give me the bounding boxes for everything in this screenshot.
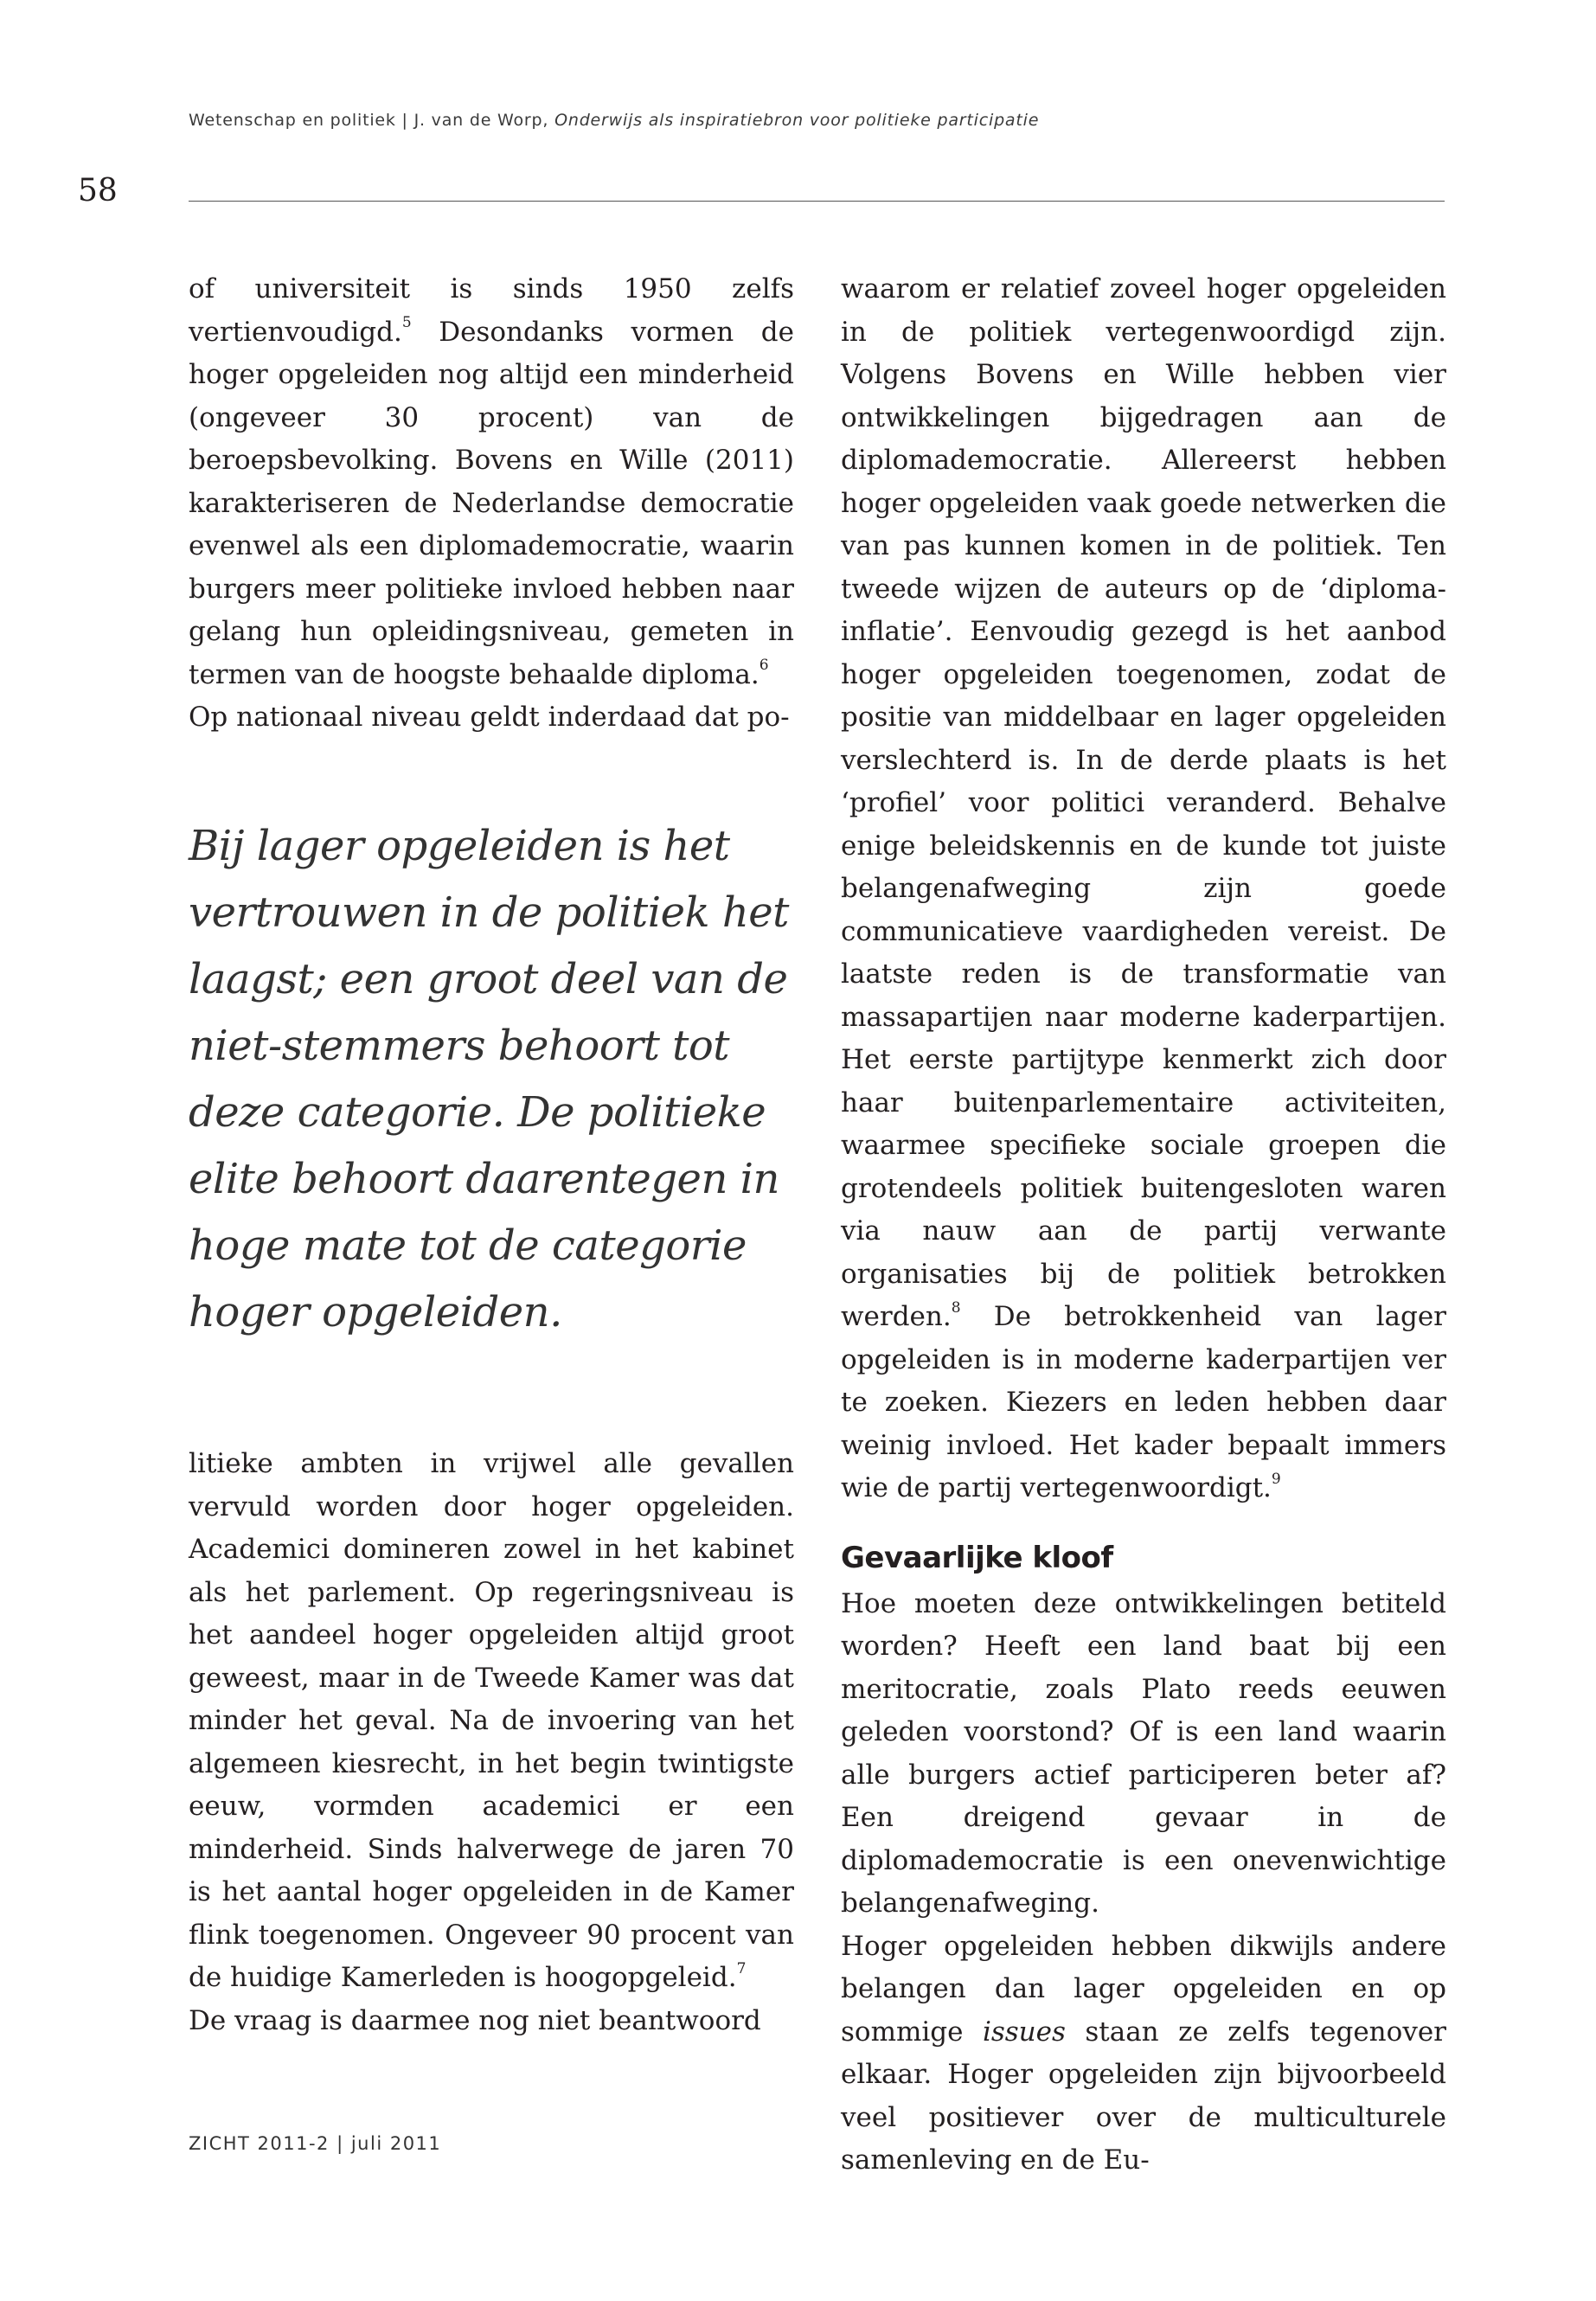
paragraph: Op nationaal niveau geldt inderdaad dat po- [189,702,790,733]
footnote-ref: 9 [1271,1470,1281,1488]
left-column-bottom [189,1443,794,2042]
section-heading: Gevaarlijke kloof [841,1540,1113,1575]
running-head-title: Onderwijs als inspiratiebron voor politieke participatie [554,111,1040,130]
footnote-ref: 8 [951,1298,961,1317]
running-head [189,111,1039,130]
footnote-ref: 6 [759,657,769,675]
footnote-ref: 7 [736,1959,747,1977]
running-head-prefix: Wetenschap en politiek | J. van de Worp, [189,111,555,130]
paragraph: litieke ambten in vrijwel alle gevallen vervuld worden door hoger opgeleiden. Academici domineren zowel in het kabinet als het parlement. Op regeringsniveau is het aandeel hoger opgeleiden altijd groot geweest, maar in de Tweede Kamer was dat minder het geval. Na de invoering van het algemeen kiesrecht, in het begin twintigste eeuw, vormden academici er een minderheid. Sinds halverwege de jaren 70 is het aantal hoger opgeleiden in de Kamer flink toegenomen. Ongeveer 90 procent van de huidige Kamerleden is hoogopgeleid.$^7$ [189,1448,794,1993]
footer: ZICHT 2011-2 | juli 2011 [189,2133,442,2154]
pull-quote: Bij lager opgeleiden is het vertrouwen in de politiek het laagst; een groot deel van de niet-stemmers behoort tot deze categorie. De politieke elite behoort daarentegen in hoge mate tot de categorie hoger opgeleiden. [189,822,789,1336]
left-column-top [189,268,794,740]
paragraph: of universiteit is sinds 1950 zelfs vertienvoudigd.$^5$ Desondanks vormen de hoger opgeleiden nog altijd een minderheid (ongeveer 30 procent) van de beroepsbevolking. Bovens en Wille (2011) karakteriseren de Nederlandse democratie evenwel als een diplomademocratie, waarin burgers meer politieke invloed hebben naar gelang hun opleidingsniveau, gemeten in termen van de hoogste behaalde diploma.$^6$ [189,273,794,690]
paragraph: Hoe moeten deze ontwikkelingen betiteld worden? Heeft een land baat bij een meritocratie, zoals Plato reeds eeuwen geleden voorstond? Of is een land waarin alle burgers actief participeren beter af? Een dreigend gevaar in de diplomademocratie is een onevenwichtige belangenafweging. [841,1587,1446,1919]
paragraph: Hoger opgeleiden hebben dikwijls andere belangen dan lager opgeleiden en op sommige issues staan ze zelfs tegenover elkaar. Hoger opgeleiden zijn bijvoorbeeld veel positiever over de multiculturele samenleving en de Eu- [841,1930,1446,2176]
header-rule [189,201,1445,202]
italic-term: issues [982,2016,1066,2048]
paragraph: waarom er relatief zoveel hoger opgeleiden in de politiek vertegenwoordigd zijn. Volgens Bovens en Wille hebben vier ontwikkelingen bijgedragen aan de diplomademocratie. Allereerst hebben hoger opgeleiden vaak goede netwerken die van pas kunnen komen in de politiek. Ten tweede wijzen de auteurs op de ‘diploma-inflatie’. Eenvoudig gezegd is het aanbod hoger opgeleiden toegenomen, zodat de positie van middelbaar en lager opgeleiden verslechterd is. In de derde plaats is het ‘profiel’ voor politici veranderd. Behalve enige beleidskennis en de kunde tot juiste belangenafweging zijn goede communicatieve vaardigheden vereist. De laatste reden is de transformatie van massapartijen naar moderne kaderpartijen. Het eerste partijtype kenmerkt zich door haar buitenparlementaire activiteiten, waarmee specifieke sociale groepen die grotendeels politiek buitengesloten waren via nauw aan de partij verwante organisaties bij de politiek betrokken werden.$^8$ De betrokkenheid van lager opgeleiden is in moderne kaderpartijen ver te zoeken. Kiezers en leden hebben daar weinig invloed. Het kader bepaalt immers wie de partij vertegenwoordigt.$^9$ [841,273,1446,1503]
paragraph: De vraag is daarmee nog niet beantwoord [189,2004,761,2036]
right-column [841,268,1446,2182]
footnote-ref: 5 [401,314,412,332]
page-number: 58 [78,173,118,208]
